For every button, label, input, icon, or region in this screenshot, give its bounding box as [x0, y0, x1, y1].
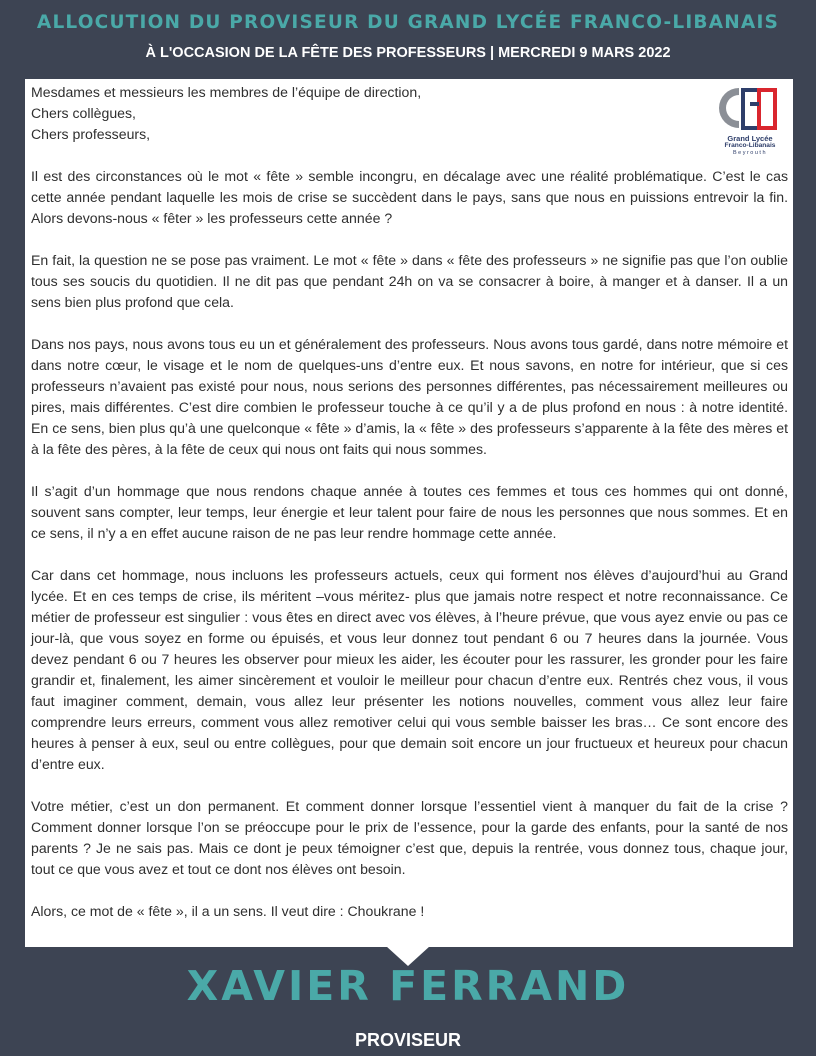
letter-panel [25, 79, 793, 947]
logo-text-line3: Beyrouth [732, 150, 767, 156]
page-subtitle: À L'OCCASION DE LA FÊTE DES PROFESSEURS | MERCREDI 9 MARS 2022 [145, 45, 671, 61]
letter-paragraph: En fait, la question ne se pose pas vraiment. Le mot « fête » dans « fête des professeurs » ne signifie pas que l’on oublie tous ses soucis du quotidien. Il ne dit pas que pendant 24h on va se consacrer à boire, à manger et à danser. Il a un sens bien plus profond que cela. [31, 252, 788, 310]
letter-paragraph: Votre métier, c’est un don permanent. Et comment donner lorsque l’essentiel vient à manquer du fait de la crise ? Comment donner lorsque l’on se préoccupe pour le prix de l’essence, pour la garde des enfants, pour la santé de nos parents ? Je ne sais pas. Mais ce dont je peux témoigner c’est que, depuis la rentrée, vous donnez tous, chaque jour, tout ce que vous avez et tout ce dont nos élèves ont besoin. [31, 798, 788, 877]
logo-text-line2: Franco-Libanais [724, 142, 776, 149]
school-logo [719, 82, 781, 158]
signatory-name: XAVIER FERRAND [186, 962, 630, 1010]
letter-paragraph: Car dans cet hommage, nous incluons les professeurs actuels, ceux qui forment nos élèves d’aujourd’hui au Grand lycée. Et en ces temps de crise, ils méritent –vous méritez- plus que jamais notre respect et notre reconnaissance. Ce métier de professeur est singulier : vous êtes en direct avec vos élèves, à l’heure prévue, que vous ayez envie ou pas ce jour-là, que vous soyez en forme ou épuisés, et vous leur donnez tout pendant 6 ou 7 heures dans la journée. Vous devez pendant 6 ou 7 heures les observer pour mieux les aider, les écouter pour les rassurer, les gronder pour les faire grandir et, finalement, les aimer sincèrement et vouloir le meilleur pour chacun d’entre eux. Rentrés chez vous, il vous faut imaginer comment, demain, vous allez leur présenter les notions nouvelles, comment vous allez leur faire comprendre leurs erreurs, comment vous allez remotiver celui qui vous semble baisser les bras… Ce sont encore des heures à penser à eux, seul ou entre collègues, pour que demain soit encore un jour fructueux et heureux pour chacun d’entre eux. [31, 567, 788, 772]
letter-paragraph: Il s’agit d’un hommage que nous rendons chaque année à toutes ces femmes et tous ces hommes qui ont donné, souvent sans compter, leur temps, leur énergie et leur talent pour faire de nous les personnes que nous sommes. Et en ce sens, il n’y a en effet aucune raison de ne pas leur rendre hommage cette année. [31, 483, 788, 541]
signatory-role: PROVISEUR [354, 1030, 462, 1050]
salutation-line: Mesdames et messieurs les membres de l’équipe de direction, [31, 84, 422, 100]
letter-paragraph: Dans nos pays, nous avons tous eu un et généralement des professeurs. Nous avons tous gardé, dans notre mémoire et dans notre cœur, le visage et le nom de quelques-uns d’entre eux. Et nous savons, en notre for intérieur, que si ces professeurs n’avaient pas existé pour nous, nous serions des personnes différentes, pas nécessairement meilleures ou pires, mais différentes. C’est dire combien le professeur touche à ce qu’il y a de plus profond en nous : à notre identité. En ce sens, bien plus qu’à une quelconque « fête » d’amis, la « fête » des professeurs s’apparente à la fête des mères et à la fête des pères, à la fête de ceux qui nous ont faits qui nous sommes. [31, 336, 788, 457]
salutation-line: Chers collègues, [31, 105, 136, 121]
logo-text-line1: Grand Lycée [727, 134, 773, 143]
closing-line: Alors, ce mot de « fête », il a un sens. Il veut dire : Choukrane ! [31, 903, 425, 919]
letter-paragraph: Il est des circonstances où le mot « fête » semble incongru, en décalage avec une réalité problématique. C’est le cas cette année pendant laquelle les mois de crise se succèdent dans le pays, sans que nous en puissions entrevoir la fin. Alors devons-nous « fêter » les professeurs cette année ? [31, 168, 788, 226]
page-title: ALLOCUTION DU PROVISEUR DU GRAND LYCÉE FRANCO-LIBANAIS [36, 12, 780, 33]
letter-body [31, 82, 788, 922]
salutation-line: Chers professeurs, [31, 126, 151, 142]
school-logo-emblem-icon [719, 82, 781, 134]
